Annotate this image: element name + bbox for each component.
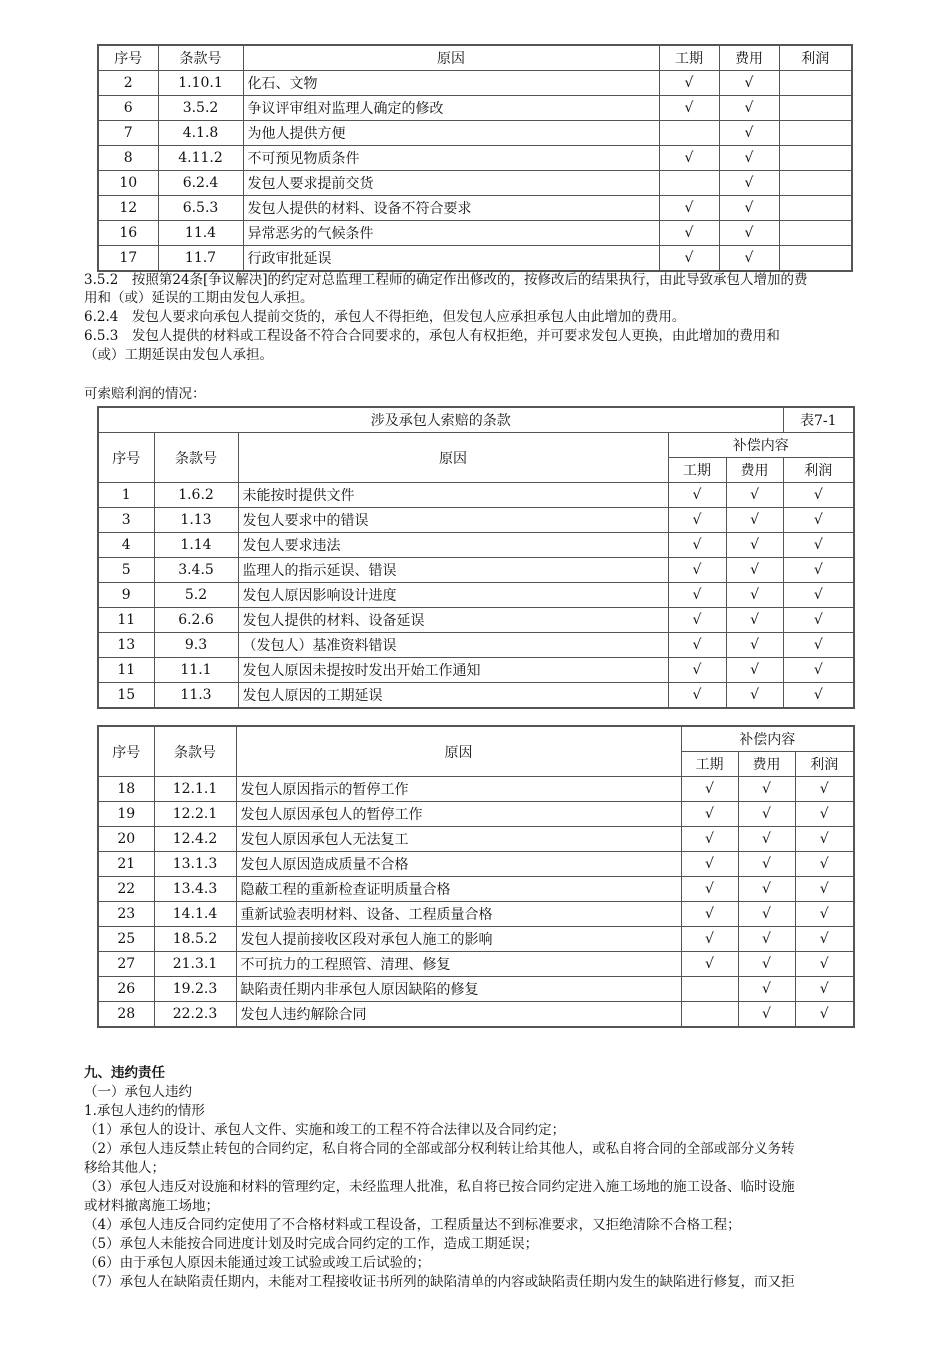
cell-profit: √ [795, 902, 854, 927]
cell-clause: 4.11.2 [158, 146, 243, 171]
table-existing-claims [97, 44, 853, 272]
section-line: （5）承包人未能按合同进度计划及时完成合同约定的工作，造成工期延误； [84, 1236, 539, 1252]
cell-cost: √ [726, 683, 783, 709]
cell-duration: √ [668, 483, 726, 508]
cell-duration: √ [659, 196, 719, 221]
col-header-clause: 条款号 [154, 726, 236, 777]
cell-reason: 发包人违约解除合同 [236, 1002, 681, 1028]
cell-profit: √ [783, 583, 854, 608]
cell-profit [779, 146, 852, 171]
cell-clause: 22.2.3 [154, 1002, 236, 1028]
cell-reason: 化石、文物 [243, 71, 659, 96]
cell-profit: √ [795, 877, 854, 902]
cell-clause: 18.5.2 [154, 927, 236, 952]
cell-profit: √ [795, 927, 854, 952]
cell-no: 7 [98, 121, 158, 146]
cell-clause: 3.4.5 [154, 558, 238, 583]
table-row [98, 171, 852, 196]
cell-cost: √ [738, 777, 795, 802]
col-header-compensation: 补偿内容 [681, 726, 854, 752]
cell-reason: 不可抗力的工程照管、清理、修复 [236, 952, 681, 977]
cell-reason: 发包人提前接收区段对承包人施工的影响 [236, 927, 681, 952]
cell-reason: 发包人提供的材料、设备延误 [238, 608, 668, 633]
table-row [98, 802, 854, 827]
cell-no: 2 [98, 71, 158, 96]
cell-reason: 为他人提供方便 [243, 121, 659, 146]
cell-no: 25 [98, 927, 154, 952]
table-row [98, 96, 852, 121]
col-header-compensation: 补偿内容 [668, 433, 854, 458]
table-row [98, 658, 854, 683]
cell-clause: 5.2 [154, 583, 238, 608]
table-row [98, 71, 852, 96]
table-row [98, 608, 854, 633]
table-row [98, 246, 852, 272]
cell-profit [779, 221, 852, 246]
cell-duration [659, 121, 719, 146]
cell-clause: 6.2.4 [158, 171, 243, 196]
cell-reason: 发包人原因影响设计进度 [238, 583, 668, 608]
table-row [98, 877, 854, 902]
col-header-no: 序号 [98, 726, 154, 777]
table-profit-claims-continued [97, 725, 855, 1028]
cell-cost: √ [738, 802, 795, 827]
cell-profit: √ [795, 1002, 854, 1028]
cell-reason: 发包人原因承包人的暂停工作 [236, 802, 681, 827]
cell-clause: 1.13 [154, 508, 238, 533]
table-row [98, 902, 854, 927]
section-line: （1）承包人的设计、承包人文件、实施和竣工的工程不符合法律以及合同约定； [84, 1122, 566, 1138]
col-header-no: 序号 [98, 433, 154, 483]
table-header-row [98, 726, 854, 752]
cell-no: 17 [98, 246, 158, 272]
cell-no: 28 [98, 1002, 154, 1028]
cell-clause: 11.3 [154, 683, 238, 709]
cell-cost: √ [719, 71, 779, 96]
cell-duration [659, 171, 719, 196]
cell-duration: √ [681, 952, 738, 977]
cell-clause: 19.2.3 [154, 977, 236, 1002]
cell-profit: √ [783, 483, 854, 508]
cell-no: 5 [98, 558, 154, 583]
cell-clause: 11.4 [158, 221, 243, 246]
cell-reason: 发包人原因承包人无法复工 [236, 827, 681, 852]
col-header-clause: 条款号 [154, 433, 238, 483]
cell-duration: √ [668, 508, 726, 533]
cell-reason: 发包人要求中的错误 [238, 508, 668, 533]
cell-reason: 不可预见物质条件 [243, 146, 659, 171]
table-caption-row [98, 407, 854, 433]
cell-profit: √ [783, 658, 854, 683]
cell-reason: 发包人原因的工期延误 [238, 683, 668, 709]
col-header-profit: 利润 [783, 458, 854, 483]
table-row [98, 927, 854, 952]
cell-no: 20 [98, 827, 154, 852]
col-header-profit: 利润 [779, 45, 852, 71]
cell-profit [779, 121, 852, 146]
cell-reason: 未能按时提供文件 [238, 483, 668, 508]
col-header-profit: 利润 [795, 752, 854, 777]
cell-clause: 12.4.2 [154, 827, 236, 852]
cell-cost: √ [726, 633, 783, 658]
table-row [98, 196, 852, 221]
cell-profit: √ [783, 683, 854, 709]
cell-clause: 6.5.3 [158, 196, 243, 221]
para-3-5-2-line1: 3.5.2 按照第24条[争议解决]的约定对总监理工程师的确定作出修改的，按修改后的结果执行，由此导致承包人增加的费 [84, 272, 808, 288]
cell-cost: √ [719, 171, 779, 196]
para-6-5-3-line2: （或）工期延误由发包人承担。 [84, 347, 273, 363]
col-header-reason: 原因 [236, 726, 681, 777]
table-row [98, 777, 854, 802]
cell-no: 6 [98, 96, 158, 121]
cell-cost: √ [738, 927, 795, 952]
table-row [98, 558, 854, 583]
col-header-duration: 工期 [659, 45, 719, 71]
table-row [98, 508, 854, 533]
cell-no: 10 [98, 171, 158, 196]
cell-duration: √ [668, 683, 726, 709]
table-row [98, 121, 852, 146]
cell-cost: √ [726, 583, 783, 608]
cell-profit [779, 196, 852, 221]
cell-no: 1 [98, 483, 154, 508]
cell-reason: 隐蔽工程的重新检查证明质量合格 [236, 877, 681, 902]
cell-clause: 11.1 [154, 658, 238, 683]
cell-duration: √ [681, 852, 738, 877]
cell-no: 11 [98, 608, 154, 633]
cell-duration: √ [681, 877, 738, 902]
cell-cost: √ [719, 121, 779, 146]
cell-duration: √ [668, 583, 726, 608]
cell-profit: √ [795, 827, 854, 852]
col-header-clause: 条款号 [158, 45, 243, 71]
table-row [98, 683, 854, 709]
cell-reason: 缺陷责任期内非承包人原因缺陷的修复 [236, 977, 681, 1002]
cell-clause: 6.2.6 [154, 608, 238, 633]
cell-profit [779, 96, 852, 121]
cell-duration: √ [681, 827, 738, 852]
col-header-cost: 费用 [738, 752, 795, 777]
table-row [98, 852, 854, 877]
cell-profit: √ [783, 633, 854, 658]
cell-reason: 发包人提供的材料、设备不符合要求 [243, 196, 659, 221]
profit-label: 可索赔利润的情况： [84, 386, 206, 402]
cell-cost: √ [738, 952, 795, 977]
cell-no: 22 [98, 877, 154, 902]
cell-clause: 14.1.4 [154, 902, 236, 927]
cell-no: 8 [98, 146, 158, 171]
section-subtitle: （一）承包人违约 [84, 1084, 192, 1100]
table-header-row [98, 45, 852, 71]
cell-profit: √ [783, 533, 854, 558]
cell-cost: √ [719, 196, 779, 221]
section-line: （7）承包人在缺陷责任期内，未能对工程接收证书所列的缺陷清单的内容或缺陷责任期内发生的缺陷进行修复，而又拒 [84, 1274, 795, 1290]
cell-duration: √ [659, 246, 719, 272]
cell-clause: 12.1.1 [154, 777, 236, 802]
cell-no: 3 [98, 508, 154, 533]
cell-duration: √ [681, 802, 738, 827]
cell-reason: 异常恶劣的气候条件 [243, 221, 659, 246]
cell-cost: √ [726, 608, 783, 633]
cell-profit [779, 246, 852, 272]
col-header-no: 序号 [98, 45, 158, 71]
cell-reason: 争议评审组对监理人确定的修改 [243, 96, 659, 121]
section-line: （4）承包人违反合同约定使用了不合格材料或工程设备，工程质量达不到标准要求，又拒绝清除不合格工程； [84, 1217, 741, 1233]
cell-duration [681, 1002, 738, 1028]
cell-reason: 发包人要求提前交货 [243, 171, 659, 196]
cell-duration: √ [668, 633, 726, 658]
cell-cost: √ [726, 658, 783, 683]
cell-cost: √ [726, 483, 783, 508]
cell-profit [779, 71, 852, 96]
cell-profit: √ [795, 777, 854, 802]
cell-duration: √ [668, 658, 726, 683]
table-row [98, 146, 852, 171]
col-header-duration: 工期 [668, 458, 726, 483]
cell-reason: 监理人的指示延误、错误 [238, 558, 668, 583]
cell-profit: √ [783, 558, 854, 583]
section-item-title: 1.承包人违约的情形 [84, 1103, 205, 1119]
cell-cost: √ [738, 877, 795, 902]
cell-clause: 12.2.1 [154, 802, 236, 827]
cell-reason: 行政审批延误 [243, 246, 659, 272]
cell-no: 15 [98, 683, 154, 709]
col-header-reason: 原因 [238, 433, 668, 483]
cell-duration: √ [681, 927, 738, 952]
cell-cost: √ [726, 508, 783, 533]
cell-clause: 3.5.2 [158, 96, 243, 121]
cell-cost: √ [738, 902, 795, 927]
cell-profit: √ [795, 802, 854, 827]
cell-no: 16 [98, 221, 158, 246]
cell-clause: 13.4.3 [154, 877, 236, 902]
cell-clause: 1.6.2 [154, 483, 238, 508]
cell-reason: 发包人要求违法 [238, 533, 668, 558]
cell-duration: √ [681, 777, 738, 802]
cell-cost: √ [726, 533, 783, 558]
section-line: 或材料撤离施工场地； [84, 1198, 219, 1214]
cell-cost: √ [738, 827, 795, 852]
cell-clause: 11.7 [158, 246, 243, 272]
table-row [98, 221, 852, 246]
cell-reason: （发包人）基准资料错误 [238, 633, 668, 658]
cell-duration: √ [681, 902, 738, 927]
cell-reason: 发包人原因造成质量不合格 [236, 852, 681, 877]
cell-clause: 21.3.1 [154, 952, 236, 977]
cell-cost: √ [719, 221, 779, 246]
table-row [98, 533, 854, 558]
col-header-duration: 工期 [681, 752, 738, 777]
cell-duration: √ [668, 558, 726, 583]
cell-no: 21 [98, 852, 154, 877]
cell-no: 12 [98, 196, 158, 221]
cell-no: 18 [98, 777, 154, 802]
cell-no: 19 [98, 802, 154, 827]
table-row [98, 1002, 854, 1028]
cell-profit: √ [783, 608, 854, 633]
section-title: 九、违约责任 [84, 1065, 165, 1081]
cell-cost: √ [719, 246, 779, 272]
cell-duration: √ [659, 221, 719, 246]
cell-no: 23 [98, 902, 154, 927]
table-number: 表7-1 [783, 407, 854, 433]
cell-clause: 9.3 [154, 633, 238, 658]
cell-clause: 1.10.1 [158, 71, 243, 96]
cell-cost: √ [738, 852, 795, 877]
cell-profit: √ [783, 508, 854, 533]
cell-no: 4 [98, 533, 154, 558]
cell-duration: √ [659, 96, 719, 121]
cell-cost: √ [738, 977, 795, 1002]
cell-clause: 1.14 [154, 533, 238, 558]
cell-duration: √ [668, 533, 726, 558]
cell-reason: 重新试验表明材料、设备、工程质量合格 [236, 902, 681, 927]
cell-cost: √ [719, 146, 779, 171]
table-header-row [98, 433, 854, 458]
section-line: （6）由于承包人原因未能通过竣工试验或竣工后试验的； [84, 1255, 431, 1271]
cell-no: 26 [98, 977, 154, 1002]
cell-reason: 发包人原因指示的暂停工作 [236, 777, 681, 802]
cell-duration: √ [668, 608, 726, 633]
table-row [98, 952, 854, 977]
cell-clause: 4.1.8 [158, 121, 243, 146]
cell-no: 13 [98, 633, 154, 658]
table-profit-claims [97, 406, 855, 709]
col-header-cost: 费用 [719, 45, 779, 71]
table-row [98, 633, 854, 658]
cell-cost: √ [719, 96, 779, 121]
cell-profit: √ [795, 852, 854, 877]
col-header-reason: 原因 [243, 45, 659, 71]
section-line: （3）承包人违反对设施和材料的管理约定，未经监理人批准，私自将已按合同约定进入施工场地的施工设备、临时设施 [84, 1179, 795, 1195]
cell-profit: √ [795, 952, 854, 977]
para-6-2-4: 6.2.4 发包人要求向承包人提前交货的，承包人不得拒绝，但发包人应承担承包人由此增加的费用。 [84, 309, 686, 325]
cell-no: 27 [98, 952, 154, 977]
cell-no: 11 [98, 658, 154, 683]
cell-profit: √ [795, 977, 854, 1002]
cell-cost: √ [738, 1002, 795, 1028]
table-caption: 涉及承包人索赔的条款 [98, 407, 783, 433]
section-line: 移给其他人； [84, 1160, 165, 1176]
cell-reason: 发包人原因未提按时发出开始工作通知 [238, 658, 668, 683]
col-header-cost: 费用 [726, 458, 783, 483]
cell-duration [681, 977, 738, 1002]
table-row [98, 483, 854, 508]
table-row [98, 583, 854, 608]
section-line: （2）承包人违反禁止转包的合同约定，私自将合同的全部或部分权利转让给其他人，或私自将合同的全部或部分义务转 [84, 1141, 795, 1157]
para-6-5-3-line1: 6.5.3 发包人提供的材料或工程设备不符合合同要求的，承包人有权拒绝，并可要求发包人更换，由此增加的费用和 [84, 328, 780, 344]
table-row [98, 977, 854, 1002]
cell-no: 9 [98, 583, 154, 608]
cell-duration: √ [659, 71, 719, 96]
cell-duration: √ [659, 146, 719, 171]
cell-clause: 13.1.3 [154, 852, 236, 877]
para-3-5-2-line2: 用和（或）延误的工期由发包人承担。 [84, 290, 314, 306]
table-row [98, 827, 854, 852]
cell-profit [779, 171, 852, 196]
cell-cost: √ [726, 558, 783, 583]
